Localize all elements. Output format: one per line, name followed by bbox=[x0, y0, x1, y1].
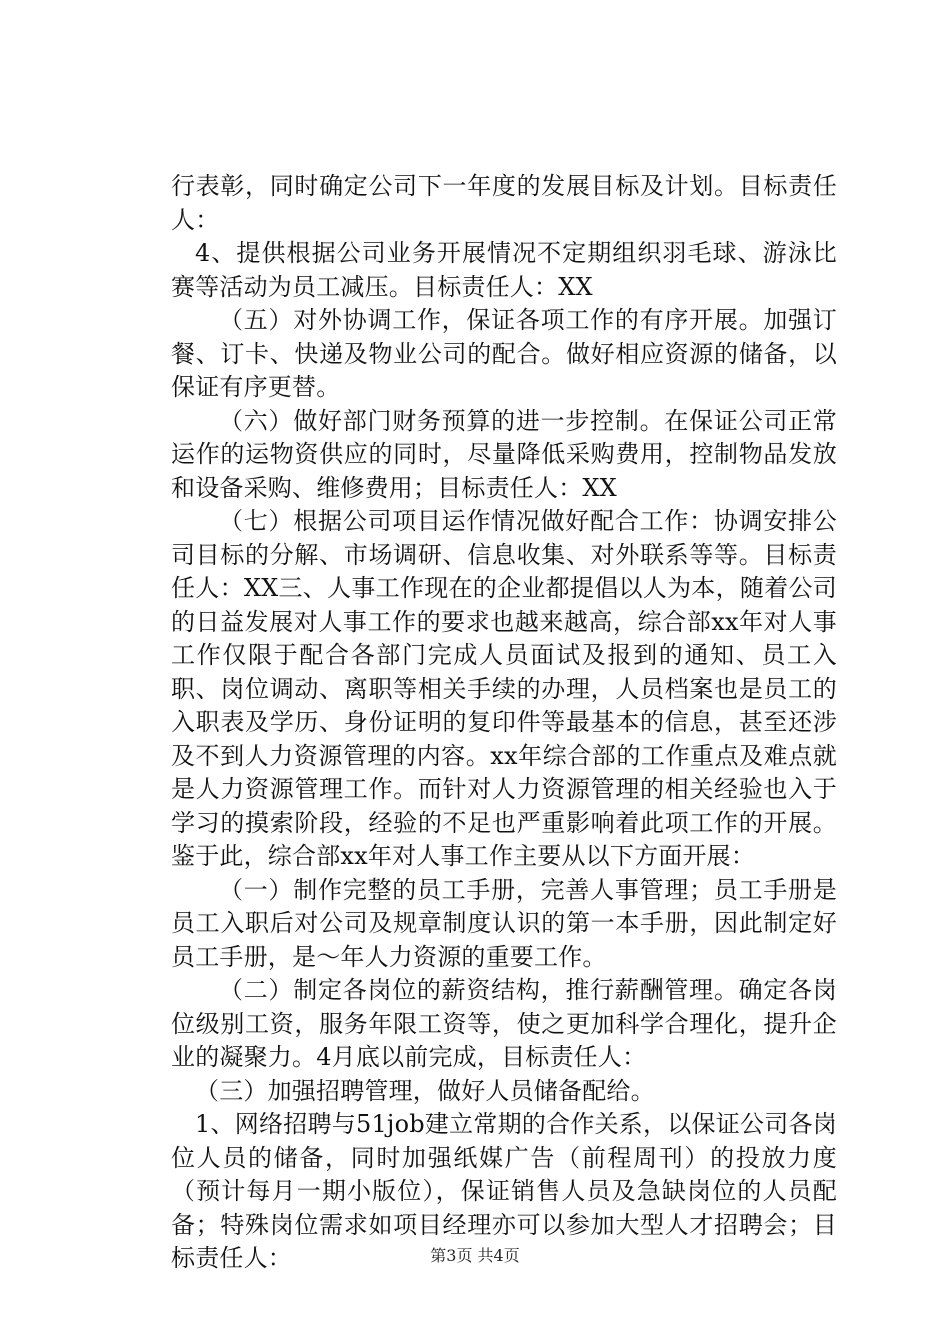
paragraph-hr-2: （二）制定各岗位的薪资结构，推行薪酬管理。确定各岗位级别工资，服务年限工资等，使之更加科学合理化，提升企业的凝聚力。4月底以前完成，目标责任人： bbox=[171, 976, 837, 1071]
document-body bbox=[171, 170, 837, 1276]
paragraph-section-6: （六）做好部门财务预算的进一步控制。在保证公司正常运作的运物资供应的同时，尽量降低采购费用，控制物品发放和设备采购、维修费用；目标责任人：XX bbox=[171, 406, 837, 502]
paragraph-commendation: 行表彰，同时确定公司下一年度的发展目标及计划。目标责任人： bbox=[171, 172, 837, 234]
paragraph-hr-1: （一）制作完整的员工手册，完善人事管理；员工手册是员工入职后对公司及规章制度认识的第一本手册，因此制定好员工手册，是～年人力资源的重要工作。 bbox=[171, 875, 837, 971]
paragraph-section-7: （七）根据公司项目运作情况做好配合工作：协调安排公司目标的分解、市场调研、信息收集、对外联系等等。目标责任人：XX三、人事工作现在的企业都提倡以人为本，随着公司的日益发展对人事工作的要求也越来越高，综合部xx年对人事工作仅限于配合各部门完成人员面试及报到的通知、员工入职、岗位调动、离职等相关手续的办理，人员档案也是员工的入职表及学历、身份证明的复印件等最基本的信息，甚至还涉及不到人力资源管理的内容。xx年综合部的工作重点及难点就是人力资源管理工作。而针对人力资源管理的相关经验也入于学习的摸索阶段，经验的不足也严重影响着此项工作的开展。鉴于此，综合部xx年对人事工作主要从以下方面开展： bbox=[171, 507, 837, 870]
paragraph-hr-3: （三）加强招聘管理，做好人员储备配给。 bbox=[195, 1076, 655, 1105]
paragraph-recruit-1: 1、网络招聘与51job建立常期的合作关系，以保证公司各岗位人员的储备，同时加强纸媒广告（前程周刊）的投放力度（预计每月一期小版位），保证销售人员及急缺岗位的人员配备；特殊岗位需求如项目经理亦可以参加大型人才招聘会；目标责任人： bbox=[171, 1110, 837, 1272]
paragraph-section-5: （五）对外协调工作，保证各项工作的有序开展。加强订餐、订卡、快递及物业公司的配合。做好相应资源的储备，以保证有序更替。 bbox=[171, 306, 837, 401]
page-footer: 第3页 共4页 bbox=[430, 1246, 520, 1265]
paragraph-item-4: 4、提供根据公司业务开展情况不定期组织羽毛球、游泳比赛等活动为员工减压。目标责任人：XX bbox=[171, 239, 837, 301]
